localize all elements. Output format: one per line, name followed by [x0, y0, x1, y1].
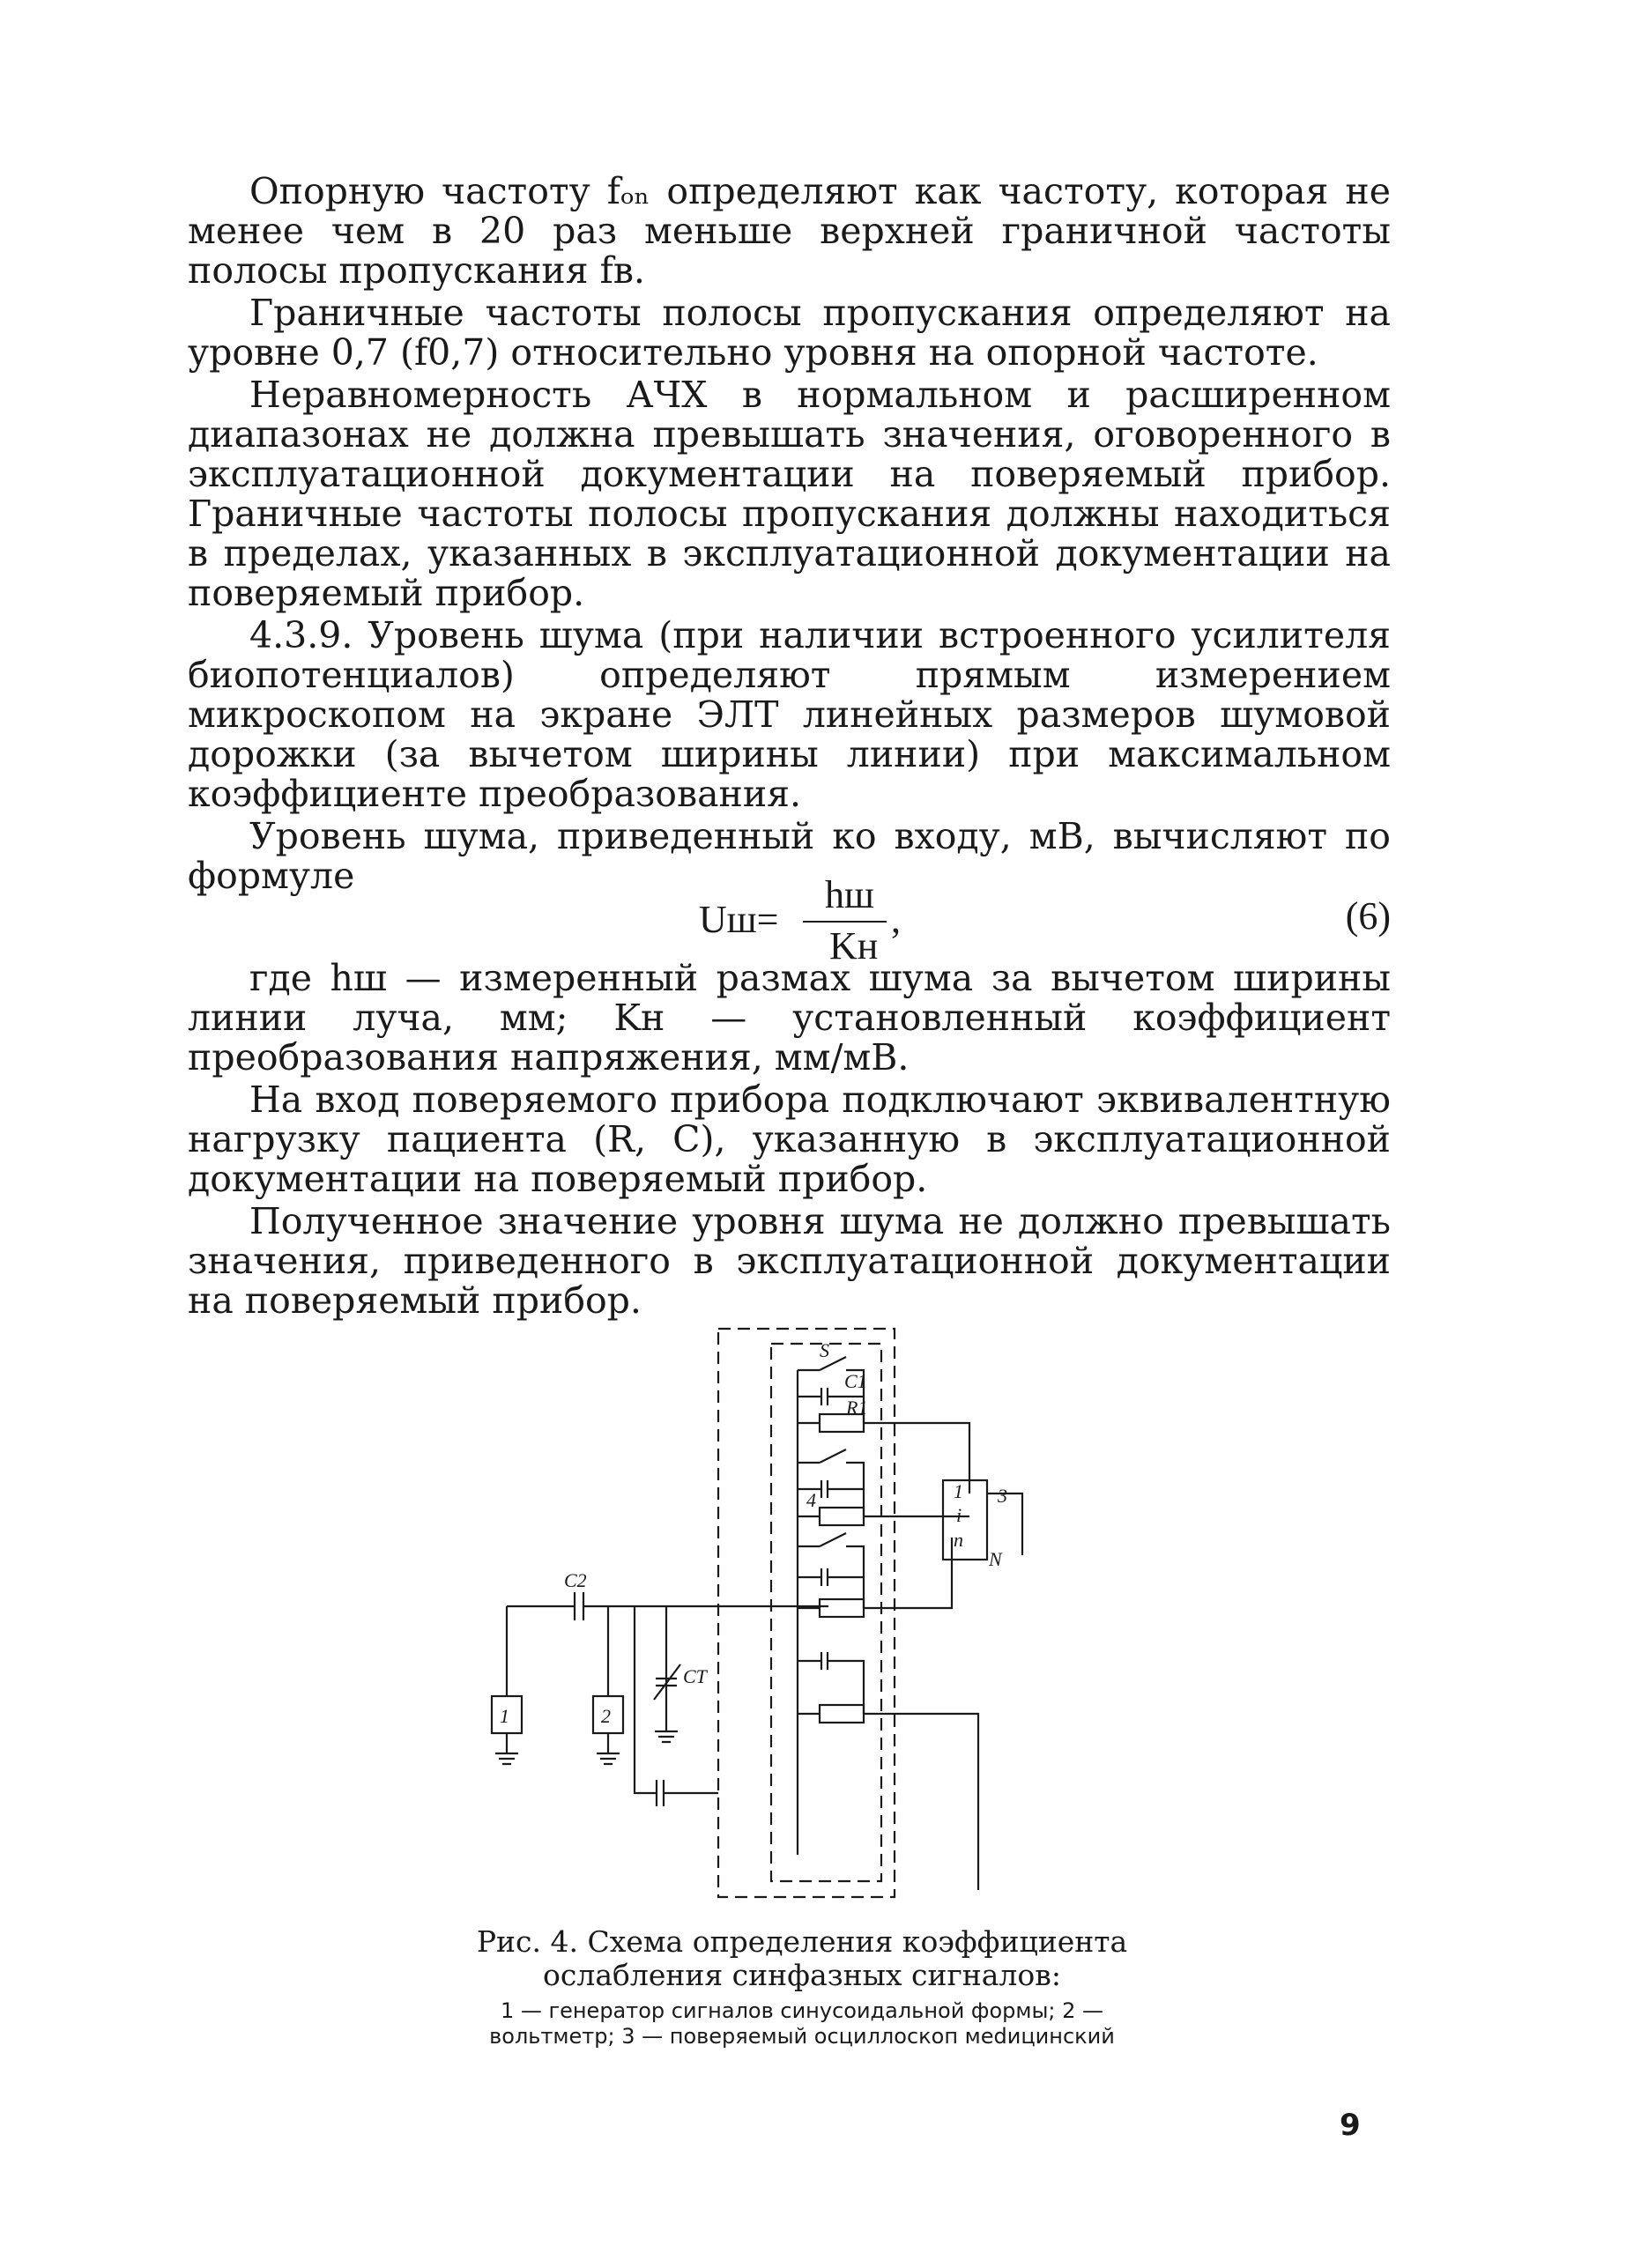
label-channel-i: i — [956, 1504, 962, 1526]
label-s: S — [820, 1339, 829, 1361]
paragraph-noise-formula-intro: Уровень шума, приведенный ко входу, мВ, вычисляют по формуле — [188, 815, 1391, 897]
label-r1: R1 — [846, 1397, 868, 1419]
resistor-r1-2 — [820, 1508, 864, 1525]
paragraph-formula-explanation: где hш — измеренный размах шума за вычетом ширины линии луча, мм; Kн — установленный коэффициент преобразования напряжения, мм/мВ. — [188, 957, 1391, 1078]
equation-number: (6) — [1345, 894, 1391, 938]
oscilloscope-box — [943, 1480, 987, 1560]
formula-numerator: hш — [825, 873, 874, 916]
formula-fraction — [699, 872, 963, 969]
formula-6 — [188, 872, 1391, 969]
lower-capacitor — [635, 1606, 718, 1806]
label-generator: 1 — [500, 1705, 509, 1727]
paragraph-reference-frequency: Опорную частоту fₒₙ определяют как частоту, которая не менее чем в 20 раз меньше верхней граничной частоты полосы пропускания fв. — [188, 170, 1391, 292]
figure-caption: Рис. 4. Схема определения коэффициента ослабления синфазных сигналов: — [476, 1924, 1128, 1992]
figure-legend: 1 — генератор сигналов синусоидальной формы; 2 — вольтметр; 3 — поверяемый осциллоскоп меdицинский — [489, 1998, 1115, 2049]
resistor-r1-3 — [820, 1599, 864, 1617]
label-channel-N: N — [989, 1548, 1002, 1570]
label-oscilloscope: 3 — [998, 1485, 1007, 1507]
body-text-top — [188, 172, 1391, 899]
body-text-bottom — [188, 959, 1391, 1323]
capacitor-c1-3 — [798, 1568, 864, 1586]
label-c1: C1 — [844, 1370, 867, 1392]
circuit-diagram — [458, 1326, 1163, 1925]
label-ct: CT — [683, 1665, 707, 1687]
ground-icon — [597, 1733, 620, 1764]
main-line-left — [507, 1606, 575, 1696]
row-n-out — [798, 1714, 978, 1890]
paragraph-noise-level: 4.3.9. Уровень шума (при наличии встроенного усилителя биопотенциалов) определяют прямым измерением микроскопом на экране ЭЛТ линейных размеров шумовой дорожки (за вычетом ширины линии) при максимальном коэффициенте преобразования. — [188, 614, 1391, 815]
ground-icon — [495, 1733, 518, 1764]
label-row4: 4 — [806, 1489, 816, 1511]
paragraph-frequency-response: Неравномерность АЧХ в нормальном и расширенном диапазонах не должна превышать значения, оговоренного в эксплуатационной документации на поверяемый прибор. Граничные частоты полосы пропускания должны находиться в пределах, указанных в эксплуатационной документации на поверяемый прибор. — [188, 374, 1391, 614]
resistor-r1-4 — [820, 1705, 864, 1723]
paragraph-equivalent-load: На вход поверяемого прибора подключают эквивалентную нагрузку пациента (R, C), указанную в эксплуатационной документации на поверяемый прибор. — [188, 1078, 1391, 1200]
label-channel-1: 1 — [954, 1480, 963, 1502]
formula-denominator: Kн — [829, 924, 879, 967]
label-voltmeter: 2 — [601, 1705, 611, 1727]
paragraph-noise-limit: Полученное значение уровня шума не должно превышать значения, приведенного в эксплуатационной документации на поверяемый прибор. — [188, 1200, 1391, 1322]
paragraph-boundary-frequencies: Граничные частоты полосы пропускания определяют на уровне 0,7 (f0,7) относительно уровня на опорной частоте. — [188, 292, 1391, 374]
switch-s-3 — [798, 1533, 864, 1608]
label-c2: C2 — [564, 1569, 587, 1591]
inner-dashed-box — [771, 1344, 881, 1881]
fraction-bar — [803, 921, 887, 923]
page-number: 9 — [1340, 2108, 1361, 2143]
outer-dashed-box — [718, 1329, 895, 1897]
capacitor-c2 — [575, 1592, 583, 1620]
label-channel-n: n — [954, 1529, 963, 1551]
formula-comma: , — [891, 898, 901, 941]
formula-lhs: Uш= — [699, 898, 779, 941]
